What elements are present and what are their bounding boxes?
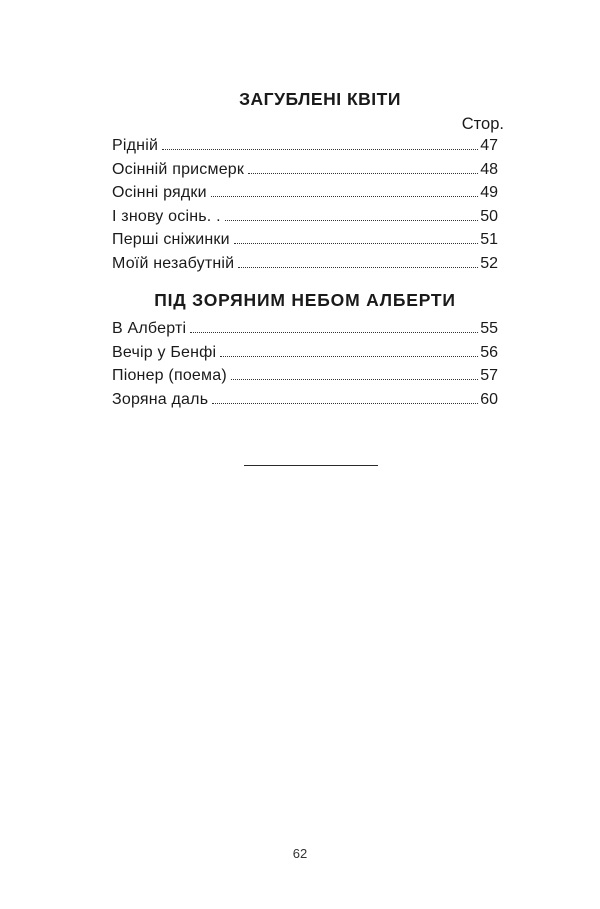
page-number: 62 <box>292 846 308 861</box>
toc-entry-title: І знову осінь. . <box>112 207 221 225</box>
section-title: ПІД ЗОРЯНИМ НЕБОМ АЛБЕРТИ <box>154 290 456 310</box>
dot-leader <box>211 196 478 197</box>
section-spacer <box>112 275 498 289</box>
toc-entry-title: В Алберті <box>112 320 187 337</box>
section-divider-rule <box>244 465 378 466</box>
toc-entry <box>112 228 498 252</box>
dot-leader <box>212 403 478 404</box>
dot-leader <box>162 149 478 150</box>
toc-entry-title: Осінній присмерк <box>112 160 245 178</box>
toc-list-section-1 <box>112 134 498 275</box>
toc-entry-page: 57 <box>480 367 498 384</box>
toc-entry <box>112 317 498 341</box>
toc-entry <box>112 341 498 365</box>
toc-entry <box>112 181 498 205</box>
toc-entry-title: Моїй незабутній <box>112 254 235 272</box>
toc-entry-page: 49 <box>480 184 498 201</box>
dot-leader <box>231 379 478 380</box>
dot-leader <box>220 356 478 357</box>
toc-entry-title: Осінні рядки <box>112 184 207 201</box>
toc-entry-page: 48 <box>480 160 498 178</box>
page-column-label: Стор. <box>461 115 504 133</box>
toc-entry <box>112 364 498 388</box>
toc-entry-page: 55 <box>480 320 498 337</box>
toc-entry-page: 51 <box>480 231 498 248</box>
toc-entry-page: 60 <box>480 390 498 408</box>
toc-entry-title: Рідній <box>112 137 159 154</box>
dot-leader <box>238 267 478 268</box>
toc-entry-title: Піонер (поема) <box>112 367 227 384</box>
toc-entry <box>112 134 498 158</box>
toc-entry <box>112 388 498 412</box>
toc-entry-page: 47 <box>480 137 498 154</box>
dot-leader <box>248 173 478 174</box>
toc-entry-page: 56 <box>480 343 498 361</box>
toc-entry-page: 50 <box>480 207 498 225</box>
toc-entry-page: 52 <box>480 254 498 272</box>
toc-list-section-2 <box>112 317 498 411</box>
section-title: ЗАГУБЛЕНІ КВІТИ <box>239 89 401 109</box>
dot-leader <box>234 243 478 244</box>
toc-entry <box>112 252 498 276</box>
table-of-contents <box>112 88 504 411</box>
dot-leader <box>190 332 478 333</box>
dot-leader <box>225 220 478 221</box>
toc-entry-title: Зоряна даль <box>112 390 209 408</box>
toc-entry-title: Вечір у Бенфі <box>112 343 217 361</box>
toc-entry <box>112 158 498 182</box>
toc-entry-title: Перші сніжинки <box>112 231 230 248</box>
toc-entry <box>112 205 498 229</box>
